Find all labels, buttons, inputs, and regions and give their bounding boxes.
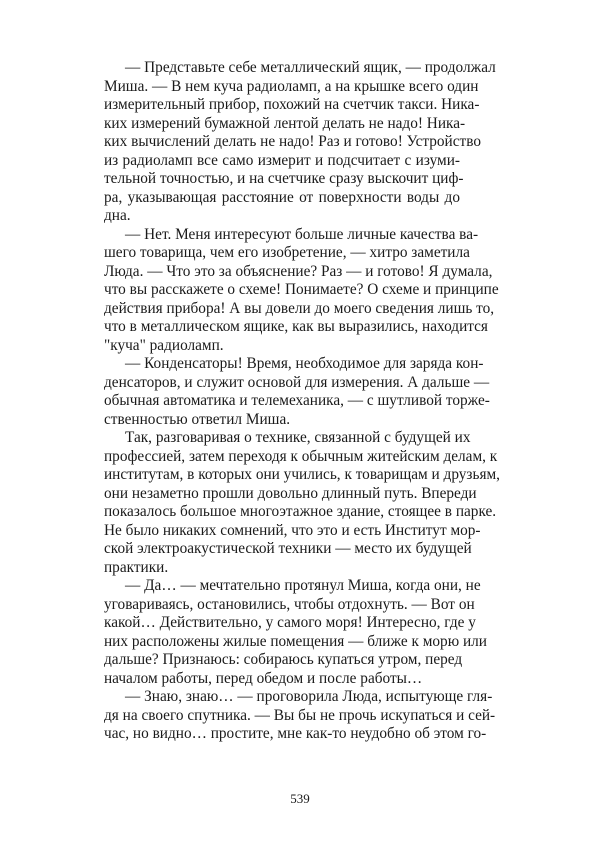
page-text — [104, 59, 500, 744]
text-line: профессией, затем переходя к обычным житейским делам, к — [104, 447, 498, 465]
text-line: ственностью ответил Миша. — [104, 410, 291, 428]
text-line: из радиоламп все само измерит и подсчитает с изуми- — [104, 151, 460, 169]
text-line: действия прибора! А вы довели до моего сведения лишь то, — [104, 299, 495, 317]
text-line: — Знаю, знаю… — проговорила Люда, испытующе гля- — [125, 688, 493, 705]
text-line: дальше? Признаюсь: собираюсь купаться утром, перед — [104, 651, 463, 668]
text-line: — Конденсаторы! Время, необходимое для заряда кон- — [125, 355, 484, 372]
text-line: обычная автоматика и телемеханика, — с шутливой торже- — [104, 392, 490, 409]
text-line: какой… Действительно, у самого моря! Интересно, где у — [104, 614, 476, 631]
text-line: они незаметно прошли довольно длинный путь. Впереди — [104, 484, 477, 502]
text-line: ких вычислений делать не надо! Раз и готово! Устройство — [104, 133, 481, 150]
text-line: Люда. — Что это за объяснение? Раз — и готово! Я думала, — [104, 262, 493, 280]
text-line: час, но видно… простите, мне как-то неудобно об этом го- — [104, 725, 487, 742]
text-line: дна. — [104, 207, 131, 224]
text-line: — Да… — мечтательно протянул Миша, когда они, не — [125, 577, 481, 594]
text-line: них расположены жилые помещения — ближе к морю или — [104, 632, 487, 650]
text-line: измерительный прибор, похожий на счетчик такси. Ника- — [104, 96, 480, 113]
text-line: началом работы, перед обедом и после работы… — [104, 669, 423, 687]
text-line: Не было никаких сомнений, что это и есть Институт мор- — [104, 521, 481, 539]
text-line: практики. — [104, 558, 169, 576]
text-line: ра, указывающая расстояние от поверхности воды до — [104, 188, 460, 206]
text-line: уговариваясь, остановились, чтобы отдохнуть. — Вот он — [104, 595, 475, 613]
text-line: что в металлическом ящике, как вы выразились, находится — [104, 318, 488, 335]
text-line: ких измерений бумажной лентой делать не надо! Ника- — [104, 114, 466, 132]
text-line: тельной точностью, и на счетчике сразу выскочит циф- — [104, 170, 464, 187]
text-line: ской электроакустической техники — место их будущей — [104, 540, 472, 557]
text-line: дя на своего спутника. — Вы бы не прочь искупаться и сей- — [104, 706, 496, 724]
text-line: институтам, в которых они учились, к товарищам и друзьям, — [104, 466, 500, 483]
text-line: денсаторов, и служит основой для измерения. А дальше — — [104, 373, 490, 391]
text-line: Так, разговаривая о технике, связанной с будущей их — [125, 429, 471, 446]
text-line: Миша. — В нем куча радиоламп, а на крышке всего один — [104, 77, 479, 95]
text-line: — Нет. Меня интересуют больше личные качества ва- — [125, 225, 479, 243]
text-line: "куча" радиоламп. — [104, 336, 224, 354]
page-number: 539 — [290, 791, 310, 806]
text-line: что вы расскажете о схеме! Понимаете? О схеме и принципе — [104, 281, 499, 298]
text-line: — Представьте себе металлический ящик, — продолжал — [125, 59, 496, 76]
text-line: шего товарища, чем его изобретение, — хитро заметила — [104, 244, 470, 261]
text-line: показалось большое многоэтажное здание, стоящее в парке. — [104, 503, 497, 520]
